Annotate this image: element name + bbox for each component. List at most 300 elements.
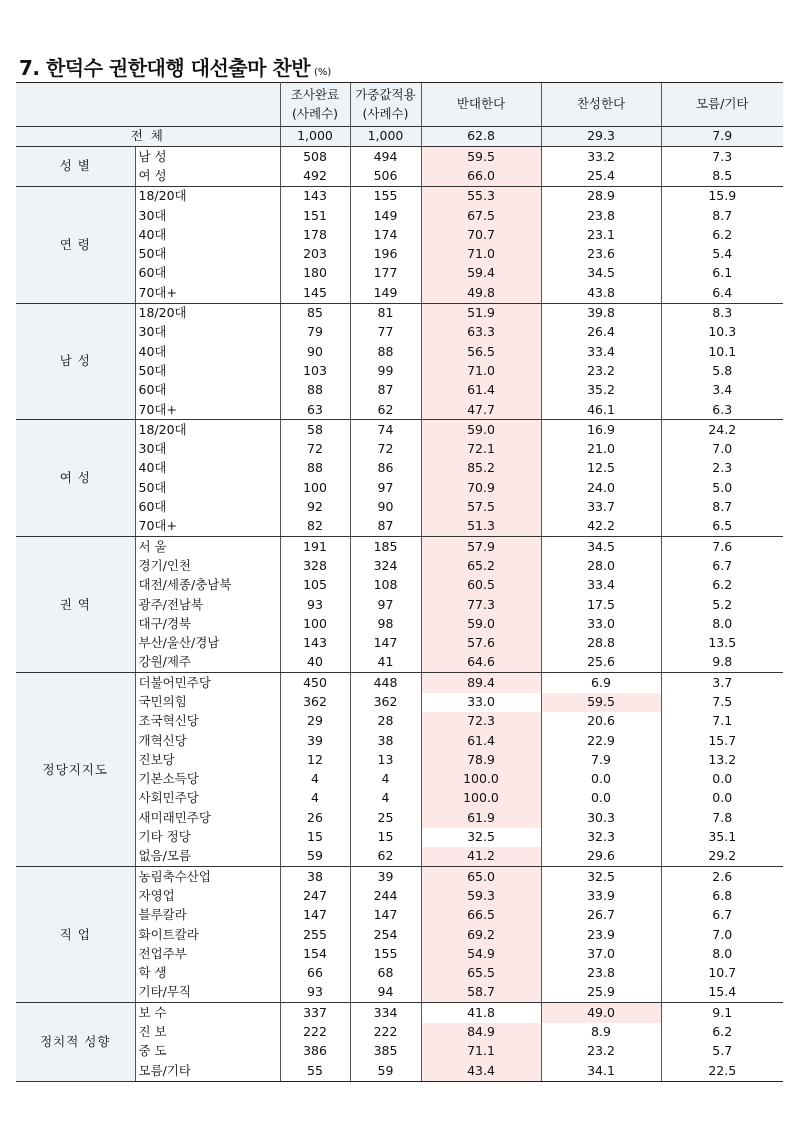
- oppose-percent: 32.5: [421, 828, 541, 847]
- header-weighted-text: 가중값적용 (사례수): [355, 87, 416, 121]
- row-label: 진 보: [135, 1023, 280, 1042]
- table-body: [16, 127, 783, 1082]
- oppose-percent: 70.9: [421, 478, 541, 497]
- weighted-count: 72: [350, 440, 421, 459]
- support-percent: 22.9: [541, 731, 661, 750]
- oppose-percent: 71.1: [421, 1042, 541, 1061]
- unknown-percent: 5.2: [661, 595, 783, 614]
- support-percent: 12.5: [541, 459, 661, 478]
- oppose-percent: 41.8: [421, 1003, 541, 1023]
- oppose-percent: 85.2: [421, 459, 541, 478]
- table-row: [16, 1003, 783, 1023]
- support-percent: 25.9: [541, 983, 661, 1003]
- support-percent: 0.0: [541, 770, 661, 789]
- survey-table: [16, 82, 783, 1082]
- support-percent: 23.8: [541, 964, 661, 983]
- weighted-count: 147: [350, 906, 421, 925]
- row-label: 모름/기타: [135, 1061, 280, 1081]
- header-sample-count: [280, 83, 350, 127]
- group-label: 연 령: [16, 186, 135, 303]
- unknown-percent: 9.1: [661, 1003, 783, 1023]
- support-percent: 8.9: [541, 1023, 661, 1042]
- oppose-percent: 55.3: [421, 186, 541, 206]
- unknown-percent: 24.2: [661, 420, 783, 440]
- table-row: [16, 147, 783, 167]
- unknown-percent: 6.8: [661, 887, 783, 906]
- weighted-count: 362: [350, 693, 421, 712]
- oppose-percent: 51.9: [421, 303, 541, 323]
- support-percent: 33.2: [541, 147, 661, 167]
- unknown-percent: 5.0: [661, 478, 783, 497]
- sample-count: 88: [280, 459, 350, 478]
- row-label: 60대: [135, 264, 280, 283]
- unknown-percent: 6.2: [661, 225, 783, 244]
- row-label: 기타/무직: [135, 983, 280, 1003]
- header-sample-text: 조사완료 (사례수): [290, 87, 340, 121]
- oppose-percent: 57.9: [421, 537, 541, 557]
- row-label: 70대+: [135, 400, 280, 420]
- sample-count: 26: [280, 808, 350, 827]
- sample-count: 222: [280, 1023, 350, 1042]
- sample-count: 147: [280, 906, 350, 925]
- oppose-percent: 58.7: [421, 983, 541, 1003]
- sample-count: 255: [280, 925, 350, 944]
- sample-count: 66: [280, 964, 350, 983]
- row-label: 더불어민주당: [135, 673, 280, 693]
- table-row: [16, 537, 783, 557]
- group-label: 정당지지도: [16, 673, 135, 867]
- weighted-count: 90: [350, 498, 421, 517]
- table-row: [16, 186, 783, 206]
- sample-count: 151: [280, 206, 350, 225]
- support-percent: 49.0: [541, 1003, 661, 1023]
- weighted-count: 334: [350, 1003, 421, 1023]
- row-label: 보 수: [135, 1003, 280, 1023]
- weighted-count: 494: [350, 147, 421, 167]
- weighted-count: 177: [350, 264, 421, 283]
- oppose-percent: 61.9: [421, 808, 541, 827]
- unknown-percent: 8.0: [661, 944, 783, 963]
- sample-count: 88: [280, 381, 350, 400]
- row-label: 새미래민주당: [135, 808, 280, 827]
- support-percent: 33.4: [541, 576, 661, 595]
- sample-count: 100: [280, 614, 350, 633]
- row-label: 화이트칼라: [135, 925, 280, 944]
- sample-count: 143: [280, 634, 350, 653]
- sample-count: 15: [280, 828, 350, 847]
- sample-count: 328: [280, 557, 350, 576]
- sample-count: 203: [280, 245, 350, 264]
- support-percent: 43.8: [541, 283, 661, 303]
- row-label: 광주/전남북: [135, 595, 280, 614]
- header-oppose: 반대한다: [421, 83, 541, 127]
- oppose-percent: 43.4: [421, 1061, 541, 1081]
- support-percent: 30.3: [541, 808, 661, 827]
- row-label: 경기/인천: [135, 557, 280, 576]
- oppose-percent: 100.0: [421, 770, 541, 789]
- oppose-percent: 41.2: [421, 847, 541, 867]
- unknown-percent: 3.4: [661, 381, 783, 400]
- unknown-percent: 6.4: [661, 283, 783, 303]
- header-weighted-count: [350, 83, 421, 127]
- unknown-percent: 6.7: [661, 557, 783, 576]
- oppose-percent: 59.0: [421, 420, 541, 440]
- total-oppose: 62.8: [421, 127, 541, 147]
- support-percent: 16.9: [541, 420, 661, 440]
- sample-count: 92: [280, 498, 350, 517]
- weighted-count: 62: [350, 847, 421, 867]
- weighted-count: 87: [350, 517, 421, 537]
- sample-count: 191: [280, 537, 350, 557]
- support-percent: 20.6: [541, 712, 661, 731]
- weighted-count: 59: [350, 1061, 421, 1081]
- unknown-percent: 6.2: [661, 576, 783, 595]
- sample-count: 154: [280, 944, 350, 963]
- support-percent: 33.7: [541, 498, 661, 517]
- weighted-count: 108: [350, 576, 421, 595]
- unknown-percent: 5.4: [661, 245, 783, 264]
- support-percent: 23.1: [541, 225, 661, 244]
- sample-count: 79: [280, 323, 350, 342]
- row-label: 18/20대: [135, 420, 280, 440]
- unknown-percent: 8.7: [661, 498, 783, 517]
- support-percent: 28.9: [541, 186, 661, 206]
- weighted-count: 99: [350, 362, 421, 381]
- weighted-count: 174: [350, 225, 421, 244]
- sample-count: 93: [280, 595, 350, 614]
- unknown-percent: 5.7: [661, 1042, 783, 1061]
- unknown-percent: 13.2: [661, 751, 783, 770]
- table-row: [16, 420, 783, 440]
- table-row: [16, 673, 783, 693]
- oppose-percent: 69.2: [421, 925, 541, 944]
- row-label: 중 도: [135, 1042, 280, 1061]
- support-percent: 42.2: [541, 517, 661, 537]
- unknown-percent: 2.3: [661, 459, 783, 478]
- sample-count: 103: [280, 362, 350, 381]
- support-percent: 39.8: [541, 303, 661, 323]
- weighted-count: 4: [350, 789, 421, 808]
- weighted-count: 97: [350, 595, 421, 614]
- row-label: 40대: [135, 225, 280, 244]
- weighted-count: 88: [350, 342, 421, 361]
- support-percent: 23.9: [541, 925, 661, 944]
- sample-count: 362: [280, 693, 350, 712]
- weighted-count: 28: [350, 712, 421, 731]
- unknown-percent: 9.8: [661, 653, 783, 673]
- support-percent: 32.3: [541, 828, 661, 847]
- oppose-percent: 84.9: [421, 1023, 541, 1042]
- sample-count: 55: [280, 1061, 350, 1081]
- weighted-count: 41: [350, 653, 421, 673]
- sample-count: 90: [280, 342, 350, 361]
- support-percent: 28.0: [541, 557, 661, 576]
- unknown-percent: 0.0: [661, 770, 783, 789]
- table-row: [16, 867, 783, 887]
- sample-count: 59: [280, 847, 350, 867]
- weighted-count: 15: [350, 828, 421, 847]
- unknown-percent: 0.0: [661, 789, 783, 808]
- unknown-percent: 6.3: [661, 400, 783, 420]
- oppose-percent: 71.0: [421, 362, 541, 381]
- row-label: 대구/경북: [135, 614, 280, 633]
- group-label: 여 성: [16, 420, 135, 537]
- weighted-count: 155: [350, 186, 421, 206]
- unknown-percent: 3.7: [661, 673, 783, 693]
- row-label: 60대: [135, 381, 280, 400]
- weighted-count: 13: [350, 751, 421, 770]
- unknown-percent: 13.5: [661, 634, 783, 653]
- unknown-percent: 7.6: [661, 537, 783, 557]
- sample-count: 450: [280, 673, 350, 693]
- sample-count: 143: [280, 186, 350, 206]
- unknown-percent: 7.5: [661, 693, 783, 712]
- unknown-percent: 8.3: [661, 303, 783, 323]
- unknown-percent: 2.6: [661, 867, 783, 887]
- unknown-percent: 15.7: [661, 731, 783, 750]
- table-row: [16, 303, 783, 323]
- row-label: 18/20대: [135, 303, 280, 323]
- sample-count: 93: [280, 983, 350, 1003]
- support-percent: 34.5: [541, 537, 661, 557]
- oppose-percent: 59.0: [421, 614, 541, 633]
- unknown-percent: 6.5: [661, 517, 783, 537]
- oppose-percent: 77.3: [421, 595, 541, 614]
- oppose-percent: 64.6: [421, 653, 541, 673]
- sample-count: 247: [280, 887, 350, 906]
- unknown-percent: 7.0: [661, 440, 783, 459]
- sample-count: 508: [280, 147, 350, 167]
- row-label: 사회민주당: [135, 789, 280, 808]
- weighted-count: 254: [350, 925, 421, 944]
- weighted-count: 324: [350, 557, 421, 576]
- weighted-count: 87: [350, 381, 421, 400]
- weighted-count: 86: [350, 459, 421, 478]
- row-label: 기타 정당: [135, 828, 280, 847]
- row-label: 70대+: [135, 283, 280, 303]
- oppose-percent: 59.4: [421, 264, 541, 283]
- support-percent: 23.8: [541, 206, 661, 225]
- weighted-count: 147: [350, 634, 421, 653]
- weighted-count: 196: [350, 245, 421, 264]
- oppose-percent: 59.3: [421, 887, 541, 906]
- sample-count: 29: [280, 712, 350, 731]
- oppose-percent: 61.4: [421, 731, 541, 750]
- unknown-percent: 8.0: [661, 614, 783, 633]
- sample-count: 58: [280, 420, 350, 440]
- weighted-count: 506: [350, 167, 421, 187]
- oppose-percent: 65.5: [421, 964, 541, 983]
- unknown-percent: 29.2: [661, 847, 783, 867]
- weighted-count: 68: [350, 964, 421, 983]
- weighted-count: 97: [350, 478, 421, 497]
- total-sample: 1,000: [280, 127, 350, 147]
- row-label: 개혁신당: [135, 731, 280, 750]
- sample-count: 82: [280, 517, 350, 537]
- sample-count: 105: [280, 576, 350, 595]
- unknown-percent: 7.8: [661, 808, 783, 827]
- sample-count: 100: [280, 478, 350, 497]
- sample-count: 178: [280, 225, 350, 244]
- weighted-count: 38: [350, 731, 421, 750]
- oppose-percent: 60.5: [421, 576, 541, 595]
- unknown-percent: 15.9: [661, 186, 783, 206]
- support-percent: 46.1: [541, 400, 661, 420]
- title-text: 7. 한덕수 권한대행 대선출마 찬반: [19, 56, 311, 80]
- row-label: 블루칼라: [135, 906, 280, 925]
- oppose-percent: 51.3: [421, 517, 541, 537]
- unknown-percent: 7.1: [661, 712, 783, 731]
- header-support: 찬성한다: [541, 83, 661, 127]
- row-label: 진보당: [135, 751, 280, 770]
- row-label: 부산/울산/경남: [135, 634, 280, 653]
- total-row: [16, 127, 783, 147]
- oppose-percent: 56.5: [421, 342, 541, 361]
- sample-count: 4: [280, 770, 350, 789]
- support-percent: 26.4: [541, 323, 661, 342]
- weighted-count: 149: [350, 206, 421, 225]
- sample-count: 492: [280, 167, 350, 187]
- row-label: 조국혁신당: [135, 712, 280, 731]
- sample-count: 180: [280, 264, 350, 283]
- sample-count: 40: [280, 653, 350, 673]
- total-label: 전 체: [16, 127, 280, 147]
- weighted-count: 149: [350, 283, 421, 303]
- unknown-percent: 35.1: [661, 828, 783, 847]
- weighted-count: 185: [350, 537, 421, 557]
- support-percent: 26.7: [541, 906, 661, 925]
- weighted-count: 62: [350, 400, 421, 420]
- unknown-percent: 10.7: [661, 964, 783, 983]
- weighted-count: 77: [350, 323, 421, 342]
- sample-count: 63: [280, 400, 350, 420]
- row-label: 국민의힘: [135, 693, 280, 712]
- support-percent: 59.5: [541, 693, 661, 712]
- sample-count: 85: [280, 303, 350, 323]
- row-label: 전업주부: [135, 944, 280, 963]
- total-weighted: 1,000: [350, 127, 421, 147]
- oppose-percent: 78.9: [421, 751, 541, 770]
- row-label: 50대: [135, 362, 280, 381]
- weighted-count: 448: [350, 673, 421, 693]
- row-label: 없음/모름: [135, 847, 280, 867]
- unknown-percent: 6.1: [661, 264, 783, 283]
- row-label: 30대: [135, 440, 280, 459]
- row-label: 여 성: [135, 167, 280, 187]
- header-unknown: 모름/기타: [661, 83, 783, 127]
- sample-count: 386: [280, 1042, 350, 1061]
- group-label: 남 성: [16, 303, 135, 420]
- support-percent: 7.9: [541, 751, 661, 770]
- oppose-percent: 59.5: [421, 147, 541, 167]
- sample-count: 12: [280, 751, 350, 770]
- oppose-percent: 61.4: [421, 381, 541, 400]
- row-label: 강원/제주: [135, 653, 280, 673]
- weighted-count: 385: [350, 1042, 421, 1061]
- oppose-percent: 66.5: [421, 906, 541, 925]
- row-label: 남 성: [135, 147, 280, 167]
- oppose-percent: 89.4: [421, 673, 541, 693]
- unknown-percent: 22.5: [661, 1061, 783, 1081]
- row-label: 서 울: [135, 537, 280, 557]
- sample-count: 145: [280, 283, 350, 303]
- sample-count: 337: [280, 1003, 350, 1023]
- group-label: 권 역: [16, 537, 135, 673]
- support-percent: 25.4: [541, 167, 661, 187]
- group-label: 성 별: [16, 147, 135, 187]
- total-unknown: 7.9: [661, 127, 783, 147]
- support-percent: 21.0: [541, 440, 661, 459]
- weighted-count: 39: [350, 867, 421, 887]
- unknown-percent: 7.3: [661, 147, 783, 167]
- oppose-percent: 47.7: [421, 400, 541, 420]
- support-percent: 34.5: [541, 264, 661, 283]
- unknown-percent: 6.2: [661, 1023, 783, 1042]
- sample-count: 39: [280, 731, 350, 750]
- support-percent: 35.2: [541, 381, 661, 400]
- row-label: 30대: [135, 206, 280, 225]
- support-percent: 6.9: [541, 673, 661, 693]
- support-percent: 25.6: [541, 653, 661, 673]
- unknown-percent: 8.7: [661, 206, 783, 225]
- oppose-percent: 67.5: [421, 206, 541, 225]
- group-label: 정치적 성향: [16, 1003, 135, 1081]
- row-label: 70대+: [135, 517, 280, 537]
- row-label: 50대: [135, 478, 280, 497]
- support-percent: 23.2: [541, 1042, 661, 1061]
- oppose-percent: 66.0: [421, 167, 541, 187]
- unknown-percent: 8.5: [661, 167, 783, 187]
- oppose-percent: 72.3: [421, 712, 541, 731]
- support-percent: 34.1: [541, 1061, 661, 1081]
- group-label: 직 업: [16, 867, 135, 1003]
- oppose-percent: 49.8: [421, 283, 541, 303]
- oppose-percent: 65.0: [421, 867, 541, 887]
- support-percent: 0.0: [541, 789, 661, 808]
- oppose-percent: 100.0: [421, 789, 541, 808]
- row-label: 농림축수산업: [135, 867, 280, 887]
- unknown-percent: 10.3: [661, 323, 783, 342]
- header-blank: [16, 83, 280, 127]
- support-percent: 24.0: [541, 478, 661, 497]
- support-percent: 28.8: [541, 634, 661, 653]
- row-label: 50대: [135, 245, 280, 264]
- support-percent: 33.4: [541, 342, 661, 361]
- row-label: 40대: [135, 459, 280, 478]
- oppose-percent: 70.7: [421, 225, 541, 244]
- weighted-count: 4: [350, 770, 421, 789]
- weighted-count: 94: [350, 983, 421, 1003]
- oppose-percent: 57.5: [421, 498, 541, 517]
- weighted-count: 74: [350, 420, 421, 440]
- support-percent: 37.0: [541, 944, 661, 963]
- page-title: [19, 52, 331, 81]
- support-percent: 23.6: [541, 245, 661, 264]
- row-label: 18/20대: [135, 186, 280, 206]
- oppose-percent: 71.0: [421, 245, 541, 264]
- weighted-count: 25: [350, 808, 421, 827]
- unknown-percent: 6.7: [661, 906, 783, 925]
- weighted-count: 98: [350, 614, 421, 633]
- oppose-percent: 65.2: [421, 557, 541, 576]
- support-percent: 17.5: [541, 595, 661, 614]
- row-label: 30대: [135, 323, 280, 342]
- row-label: 학 생: [135, 964, 280, 983]
- support-percent: 32.5: [541, 867, 661, 887]
- unknown-percent: 15.4: [661, 983, 783, 1003]
- weighted-count: 222: [350, 1023, 421, 1042]
- oppose-percent: 72.1: [421, 440, 541, 459]
